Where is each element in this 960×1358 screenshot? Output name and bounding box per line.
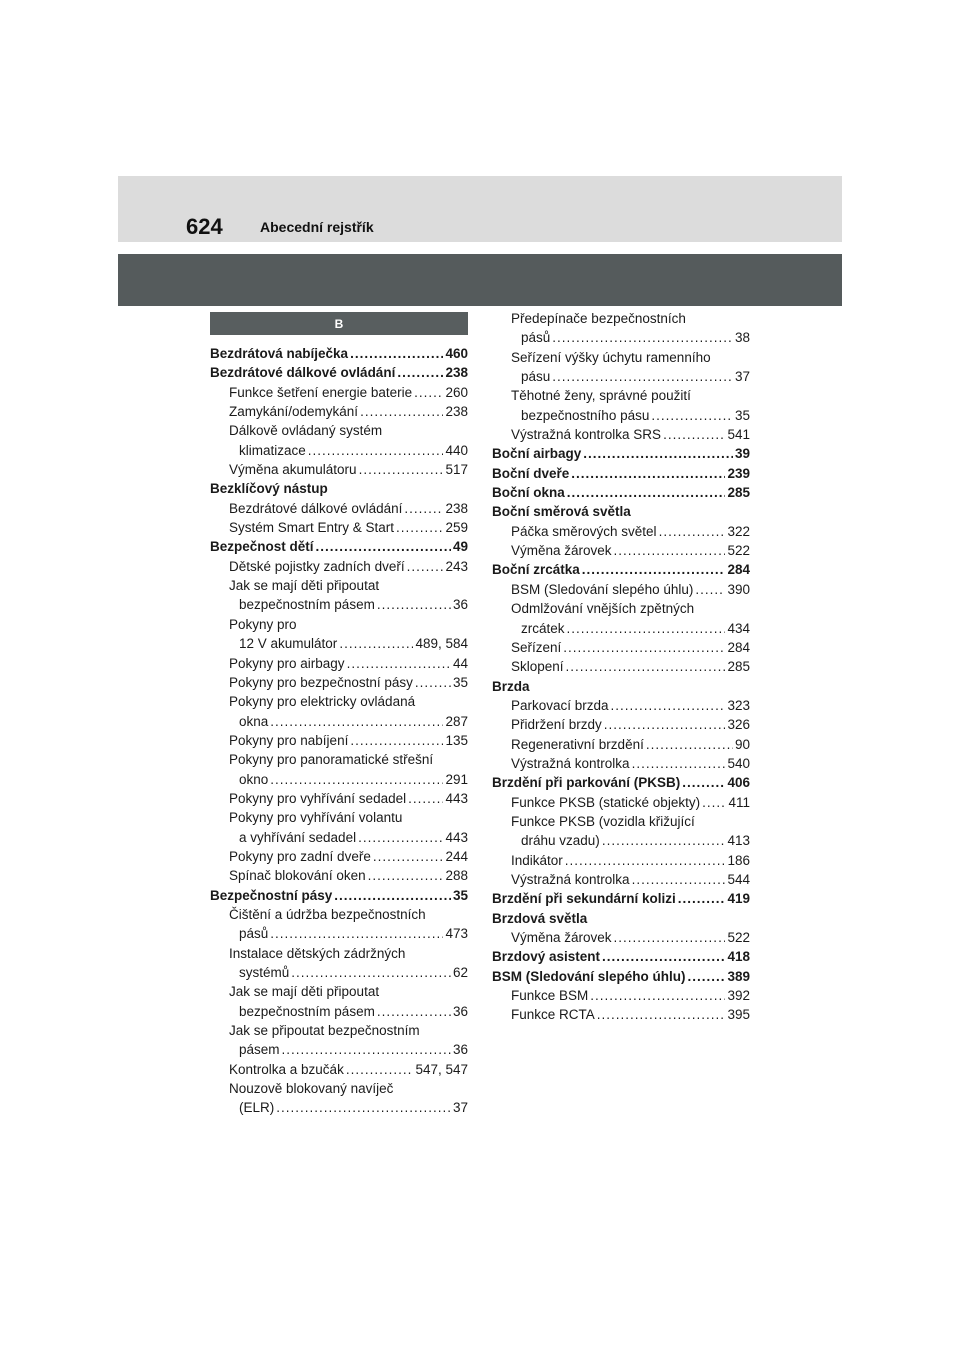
index-entry [210,421,468,440]
dot-leader [346,1060,414,1079]
index-entry [492,444,750,463]
index-entry-label: pásů [521,330,551,346]
dot-leader [270,712,443,731]
index-entry-page: 239 [727,465,750,481]
index-entry [492,909,750,928]
index-entry-page: 44 [452,655,468,671]
index-entry-label: Pokyny pro panoramatické střešní [229,752,434,768]
index-entry [210,344,468,363]
index-entry-page: 260 [445,384,468,400]
index-entry-label: Funkce PKSB (statické objekty) [511,794,701,810]
index-entry-label: Regenerativní brzdění [511,736,644,752]
index-entry-label: Dětské pojistky zadních dveří [229,558,405,574]
index-entry [492,541,750,560]
index-entry-page: 473 [445,926,468,942]
dot-leader [567,619,726,638]
index-entry [210,808,468,827]
index-entry-label: Dálkově ovládaný systém [229,423,383,439]
index-entry-page: 522 [727,930,750,945]
index-entry-page: 186 [727,852,750,868]
index-column-right [492,309,750,1025]
index-entry [492,464,750,483]
dot-leader [552,328,733,347]
dot-leader [602,947,725,966]
index-entry [210,1002,468,1021]
dot-leader [702,793,726,812]
index-entry-page: 517 [445,462,468,478]
index-entry [492,425,750,444]
index-entry [492,1005,750,1024]
index-entry [492,502,750,521]
index-entry-label: Boční zrcátka [492,562,580,578]
index-entry-page: 284 [727,639,750,655]
index-entry [492,367,750,386]
index-entry-page: 238 [445,404,468,420]
index-entry-label: Čištění a údržba bezpečnostních [229,906,426,922]
dot-leader [270,770,443,789]
dot-leader [688,967,726,986]
index-entry [492,599,750,618]
index-entry-label: Odmlžování vnějších zpětných [511,601,695,617]
index-entry-label: Jak se mají děti připoutat [229,984,380,1000]
index-entry-page: 322 [727,523,750,539]
dot-leader [377,1002,451,1021]
index-entry [210,673,468,692]
index-entry [210,595,468,614]
index-entry-label: Funkce PKSB (vozidla křižující [511,813,695,829]
page-number: 624 [186,214,223,239]
index-entry-page: 36 [452,1042,468,1058]
index-entry-label: BSM (Sledování slepého úhlu) [492,968,686,984]
index-entry-page: 243 [445,558,468,574]
dot-leader [276,1098,451,1117]
index-entry-label: BSM (Sledování slepého úhlu) [511,581,694,597]
dot-leader [651,406,733,425]
index-entry-page: 37 [734,369,750,385]
index-entry-page: 489, 584 [415,636,468,652]
index-entry [210,557,468,576]
index-entry-label: pásu [521,369,551,385]
dot-leader [678,889,726,908]
dot-leader [414,383,443,402]
index-entry [210,944,468,963]
index-entry-page: 288 [445,868,468,884]
index-entry-label: Instalace dětských zádržných [229,945,406,961]
index-entry [492,328,750,347]
dot-leader [373,847,444,866]
index-entry-page: 544 [727,871,750,887]
dot-leader [567,483,726,502]
index-entry [210,654,468,673]
index-entry [210,982,468,1001]
index-entry [210,1021,468,1040]
index-entry [210,1079,468,1098]
index-entry-label: Výstražná kontrolka SRS [511,427,662,443]
index-entry-page: 244 [445,848,468,864]
index-entry-label: Brzdění při parkování (PKSB) [492,775,681,791]
index-entry-page: 36 [452,597,468,613]
index-entry-label: Jak se připoutat bezpečnostním [229,1023,420,1039]
index-entry-label: Sklopení [511,659,564,675]
index-entry-label: Seřízení výšky úchytu ramenního [511,349,711,365]
index-entry-page: 238 [445,500,468,516]
index-entry-label: Seřízení [511,639,562,655]
index-entry-label: Předepínače bezpečnostních [511,311,686,326]
index-entry-label: Parkovací brzda [511,697,609,713]
index-entry [210,886,468,905]
index-entry [210,576,468,595]
index-entry [492,967,750,986]
index-entry-page: 540 [727,755,750,771]
index-entry-label: bezpečnostního pásu [521,407,650,423]
index-entry-label: Funkce šetření energie baterie [229,384,413,400]
index-entry-page: 37 [452,1100,468,1116]
dot-leader [552,367,733,386]
page-header [118,176,842,242]
index-entry-page: 49 [452,539,468,555]
index-entry-label: Přidržení brzdy [511,717,602,733]
index-entry-page: 38 [734,330,750,346]
dot-leader [663,425,725,444]
index-entry-label: Výměna akumulátoru [229,462,357,478]
dot-leader [350,731,443,750]
dot-leader [604,715,726,734]
index-entry [210,441,468,460]
index-entry [210,770,468,789]
index-entry [492,348,750,367]
index-entry-page: 541 [727,427,750,443]
index-entry-page: 35 [734,407,750,423]
dot-leader [368,866,444,885]
index-entry [210,383,468,402]
index-entry-label: Zamykání/odemykání [229,404,359,420]
index-entry-label: Bezpečnostní pásy [210,887,333,903]
index-entry-label: Bezdrátové dálkové ovládání [229,500,403,516]
dot-leader [291,963,451,982]
index-entry-label: pásů [239,926,269,942]
index-entry-label: Pokyny pro [229,616,297,632]
index-entry [210,924,468,943]
index-entry-label: Brzda [492,678,530,694]
header-band [118,254,842,306]
index-entry-label: Funkce RCTA [511,1007,595,1023]
index-entry-label: Pokyny pro nabíjení [229,732,349,748]
index-entry [210,402,468,421]
index-entry [492,696,750,715]
index-entry-page: 390 [727,581,750,597]
index-entry [492,522,750,541]
index-entry-label: Bezpečnost dětí [210,539,314,555]
index-entry-label: Výstražná kontrolka [511,755,630,771]
index-entry [210,963,468,982]
index-entry-label: Boční směrová světla [492,504,631,520]
index-entry [210,1060,468,1079]
dot-leader [350,344,443,363]
dot-leader [659,522,726,541]
index-entry-page: 389 [727,968,750,984]
index-entry-label: Brzdový asistent [492,949,601,965]
index-entry-label: Bezdrátové dálkové ovládání [210,365,396,381]
index-entry-label: Bezklíčový nástup [210,481,328,497]
dot-leader [632,870,726,889]
index-entry-page: 39 [734,446,750,462]
index-entry-label: Boční okna [492,485,565,501]
index-entry-page: 418 [727,949,750,965]
letter-heading: B [210,312,468,335]
index-entry [492,928,750,947]
index-entry-page: 443 [445,829,468,845]
index-entry [210,828,468,847]
index-entry [210,692,468,711]
index-entry [210,479,468,498]
index-entry-label: Indikátor [511,852,563,868]
dot-leader [695,580,725,599]
index-entry-label: Kontrolka a bzučák [229,1061,344,1077]
dot-leader [632,754,726,773]
index-entry-label: Páčka směrových světel [511,523,657,539]
index-entry-page: 392 [727,988,750,1004]
index-entry-label: bezpečnostním pásem [239,1003,375,1019]
index-entry [492,638,750,657]
index-entries-left [210,344,468,1118]
dot-leader [563,638,725,657]
index-entry [492,309,750,328]
index-entry-page: 284 [727,562,750,578]
dot-leader [407,557,444,576]
index-entry [210,1040,468,1059]
index-entry [492,657,750,676]
index-entry-label: Výměna žárovek [511,930,612,945]
index-entry-label: 12 V akumulátor [239,636,338,652]
index-entry [210,518,468,537]
dot-leader [360,402,443,421]
index-entry [492,406,750,425]
index-entry-label: Systém Smart Entry & Start [229,520,395,536]
index-entry [492,560,750,579]
dot-leader [347,654,451,673]
dot-leader [582,560,726,579]
index-entry-page: 35 [452,674,468,690]
index-entry-page: 36 [452,1003,468,1019]
index-entry-page: 413 [727,833,750,849]
index-entry [210,866,468,885]
dot-leader [316,537,451,556]
index-entry [210,847,468,866]
dot-leader [358,828,443,847]
index-entry [492,870,750,889]
dot-leader [397,363,443,382]
index-entry-page: 419 [727,891,750,907]
index-entry-page: 259 [445,520,468,536]
index-entry [492,677,750,696]
index-entry [492,947,750,966]
index-entry-label: Bezdrátová nabíječka [210,346,349,361]
index-entry-page: 323 [727,697,750,713]
index-entry [210,712,468,731]
index-entry-page: 238 [445,365,468,381]
index-entry-label: systémů [239,965,290,980]
dot-leader [597,1005,726,1024]
index-entry [210,460,468,479]
dot-leader [396,518,443,537]
index-entry-page: 522 [727,543,750,559]
index-entry-page: 443 [445,790,468,806]
index-entry-label: Funkce BSM [511,988,589,1004]
index-entry [210,905,468,924]
index-entry-page: 135 [445,732,468,748]
index-entry-page: 440 [445,442,468,458]
index-entry-label: Spínač blokování oken [229,868,366,884]
index-entry-page: 411 [728,794,750,810]
index-entry-page: 434 [727,620,750,636]
index-entry-page: 285 [727,485,750,501]
index-entry [492,715,750,734]
index-entry-label: Boční airbagy [492,446,582,462]
index-entry-page: 395 [727,1007,750,1023]
index-entry-label: zrcátek [521,620,565,636]
dot-leader [308,441,444,460]
dot-leader [377,595,451,614]
index-entry [492,831,750,850]
index-entry-page: 406 [727,775,750,791]
index-entry [210,499,468,518]
index-entry-label: Pokyny pro airbagy [229,655,345,671]
dot-leader [614,541,726,560]
index-entry-page: 291 [445,771,468,787]
index-entry-label: okno [239,771,269,787]
index-entry [492,889,750,908]
dot-leader [602,831,726,850]
index-entries-right [492,309,750,1025]
dot-leader [611,696,726,715]
index-entry [210,731,468,750]
dot-leader [404,499,443,518]
index-entry-label: Pokyny pro elektricky ovládaná [229,694,416,710]
index-entry [492,986,750,1005]
index-entry-label: Pokyny pro zadní dveře [229,848,371,864]
index-entry-label: Brzdová světla [492,910,588,926]
index-column-left [210,312,468,1118]
dot-leader [282,1040,451,1059]
index-entry-label: a vyhřívání sedadel [239,829,357,845]
index-entry-label: Pokyny pro bezpečnostní pásy [229,674,413,690]
dot-leader [339,634,413,653]
index-entry [492,851,750,870]
dot-leader [334,886,451,905]
index-entry-label: Pokyny pro vyhřívání sedadel [229,790,407,806]
index-entry-label: klimatizace [239,442,306,458]
index-entry [210,363,468,382]
index-entry [210,750,468,769]
index-entry-label: Pokyny pro vyhřívání volantu [229,810,403,826]
index-entry [492,619,750,638]
index-entry-label: dráhu vzadu) [521,833,600,849]
index-entry [492,386,750,405]
index-entry-page: 326 [727,717,750,733]
index-entry [492,812,750,831]
index-entry-page: 35 [452,887,468,903]
dot-leader [614,928,726,947]
index-entry-label: Výměna žárovek [511,543,612,559]
index-entry [210,537,468,556]
section-title: Abecední rejstřík [260,219,374,235]
index-entry-label: Nouzově blokovaný navíječ [229,1081,394,1097]
index-entry-label: Jak se mají děti připoutat [229,578,380,594]
dot-leader [646,735,733,754]
index-entry-page: 547, 547 [415,1061,468,1077]
dot-leader [359,460,444,479]
index-entry-label: pásem [239,1042,280,1058]
index-entry-label: okna [239,713,269,729]
dot-leader [415,673,451,692]
dot-leader [270,924,443,943]
index-entry-label: bezpečnostním pásem [239,597,375,613]
dot-leader [571,464,725,483]
index-entry-label: Těhotné ženy, správné použití [511,388,691,404]
index-entry [210,634,468,653]
dot-leader [408,789,443,808]
dot-leader [682,773,725,792]
index-entry-label: Výstražná kontrolka [511,871,630,887]
index-entry [210,1098,468,1117]
index-entry-label: Brzdění při sekundární kolizi [492,891,676,907]
index-entry-page: 90 [734,736,750,752]
index-entry [492,773,750,792]
index-entry-page: 285 [727,659,750,675]
index-entry [492,735,750,754]
dot-leader [590,986,725,1005]
index-entry [492,793,750,812]
index-entry-page: 460 [445,346,468,361]
index-entry [210,615,468,634]
dot-leader [565,851,726,870]
index-entry-page: 287 [445,713,468,729]
index-entry-label: (ELR) [239,1100,275,1116]
dot-leader [583,444,733,463]
index-entry [492,580,750,599]
index-entry [492,754,750,773]
index-entry [210,789,468,808]
dot-leader [566,657,726,676]
index-entry-label: Boční dveře [492,465,570,481]
index-entry-page: 62 [452,965,468,980]
index-entry [492,483,750,502]
